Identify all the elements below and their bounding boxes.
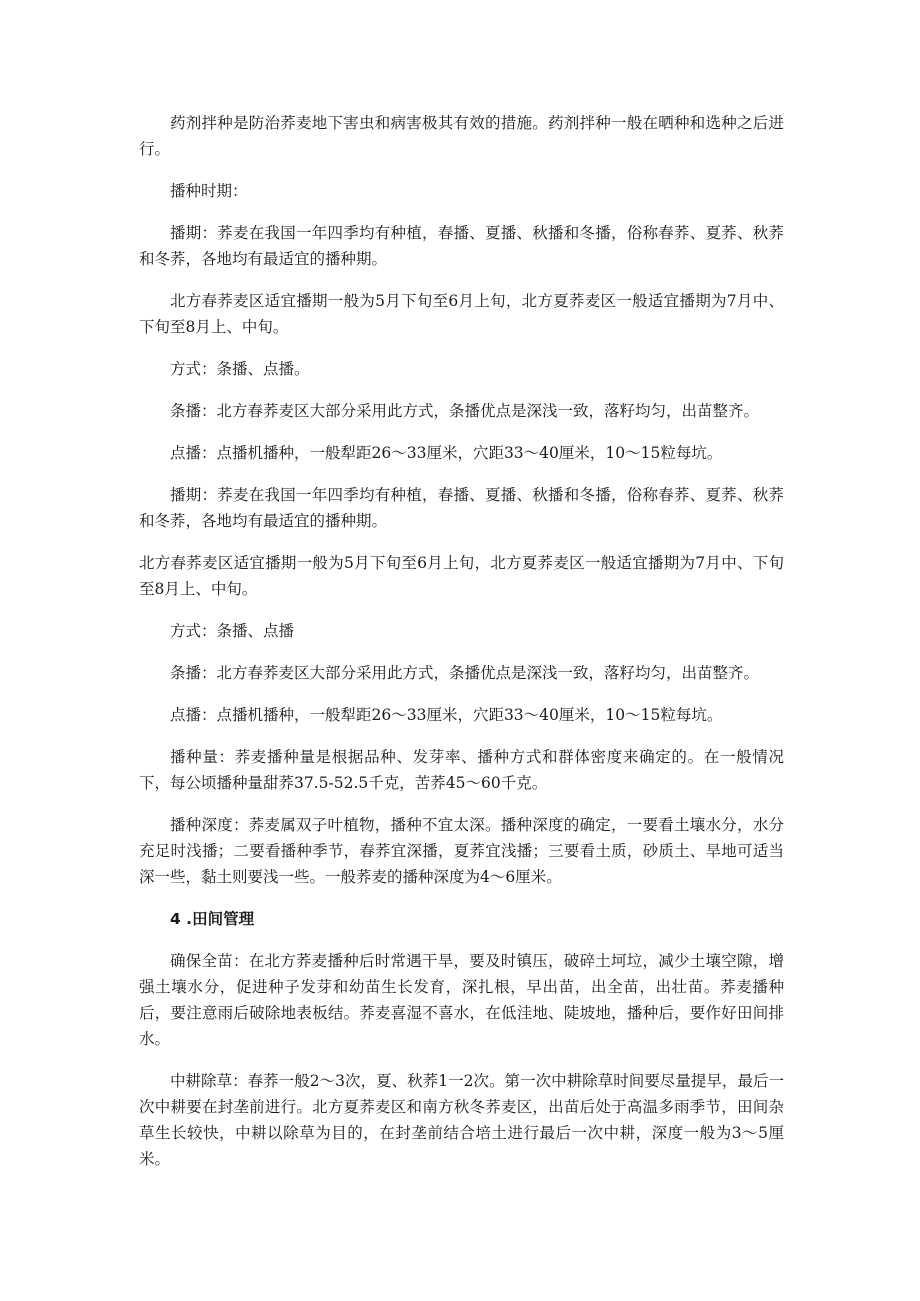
paragraph-hill-sowing-repeat: 点播：点播机播种，一般犁距26～33厘米，穴距33～40厘米，10～15粒每坑。 — [170, 706, 723, 724]
paragraph-sowing-depth: 播种深度：荞麦属双子叶植物，播种不宜太深。播种深度的确定，一要看土壤水分，水分充足时浅播；二要看播种季节，春荞宜深播，夏荞宜浅播；三要看土质，砂质土、旱地可适当深一些，黏土则要浅一些。一般荞麦的播种深度为4～6厘米。 — [139, 816, 784, 886]
document-body — [139, 110, 784, 1188]
paragraph-north-sowing-dates: 北方春荞麦区适宜播期一般为5月下旬至6月上旬，北方夏荞麦区一般适宜播期为7月中、下旬至8月上、中旬。 — [139, 292, 784, 336]
paragraph-method: 方式：条播、点播。 — [170, 360, 310, 378]
paragraph-seed-treatment: 药剂拌种是防治荞麦地下害虫和病害极其有效的措施。药剂拌种一般在晒种和选种之后进行。 — [139, 114, 784, 158]
paragraph-north-sowing-dates-repeat: 北方春荞麦区适宜播期一般为5月下旬至6月上旬，北方夏荞麦区一般适宜播期为7月中、下旬至8月上、中旬。 — [139, 554, 784, 598]
section-heading-field-management: 4 .田间管理 — [170, 910, 255, 928]
paragraph-ensure-seedlings: 确保全苗：在北方荞麦播种后时常遇干旱，要及时镇压，破碎土坷垃，减少土壤空隙，增强土壤水分，促进种子发芽和幼苗生长发育，深扎根，早出苗，出全苗，出壮苗。荞麦播种后，要注意雨后破除地表板结。荞麦喜湿不喜水，在低洼地、陡坡地，播种后，要作好田间排水。 — [139, 952, 784, 1048]
paragraph-drill-sowing: 条播：北方春荞麦区大部分采用此方式，条播优点是深浅一致，落籽均匀，出苗整齐。 — [170, 402, 760, 420]
paragraph-sowing-period: 播期：荞麦在我国一年四季均有种植，春播、夏播、秋播和冬播，俗称春荞、夏荞、秋荞和冬荞，各地均有最适宜的播种期。 — [139, 224, 784, 268]
paragraph-drill-sowing-repeat: 条播：北方春荞麦区大部分采用此方式，条播优点是深浅一致，落籽均匀，出苗整齐。 — [170, 664, 760, 682]
paragraph-sowing-time-label: 播种时期： — [170, 182, 248, 200]
paragraph-seeding-rate: 播种量：荞麦播种量是根据品种、发芽率、播种方式和群体密度来确定的。在一般情况下，每公顷播种量甜荞37.5-52.5千克，苦荞45～60千克。 — [139, 748, 784, 792]
paragraph-cultivation-weeding: 中耕除草：春荞一般2～3次，夏、秋荞1一2次。第一次中耕除草时间要尽量提早，最后一次中耕要在封垄前进行。北方夏荞麦区和南方秋冬荞麦区，出苗后处于高温多雨季节，田间杂草生长较快，中耕以除草为目的，在封垄前结合培土进行最后一次中耕，深度一般为3～5厘米。 — [139, 1072, 784, 1168]
paragraph-hill-sowing: 点播：点播机播种，一般犁距26～33厘米，穴距33～40厘米，10～15粒每坑。 — [170, 444, 723, 462]
paragraph-sowing-period-repeat: 播期：荞麦在我国一年四季均有种植，春播、夏播、秋播和冬播，俗称春荞、夏荞、秋荞和冬荞，各地均有最适宜的播种期。 — [139, 486, 784, 530]
paragraph-method-repeat: 方式：条播、点播 — [170, 622, 295, 640]
